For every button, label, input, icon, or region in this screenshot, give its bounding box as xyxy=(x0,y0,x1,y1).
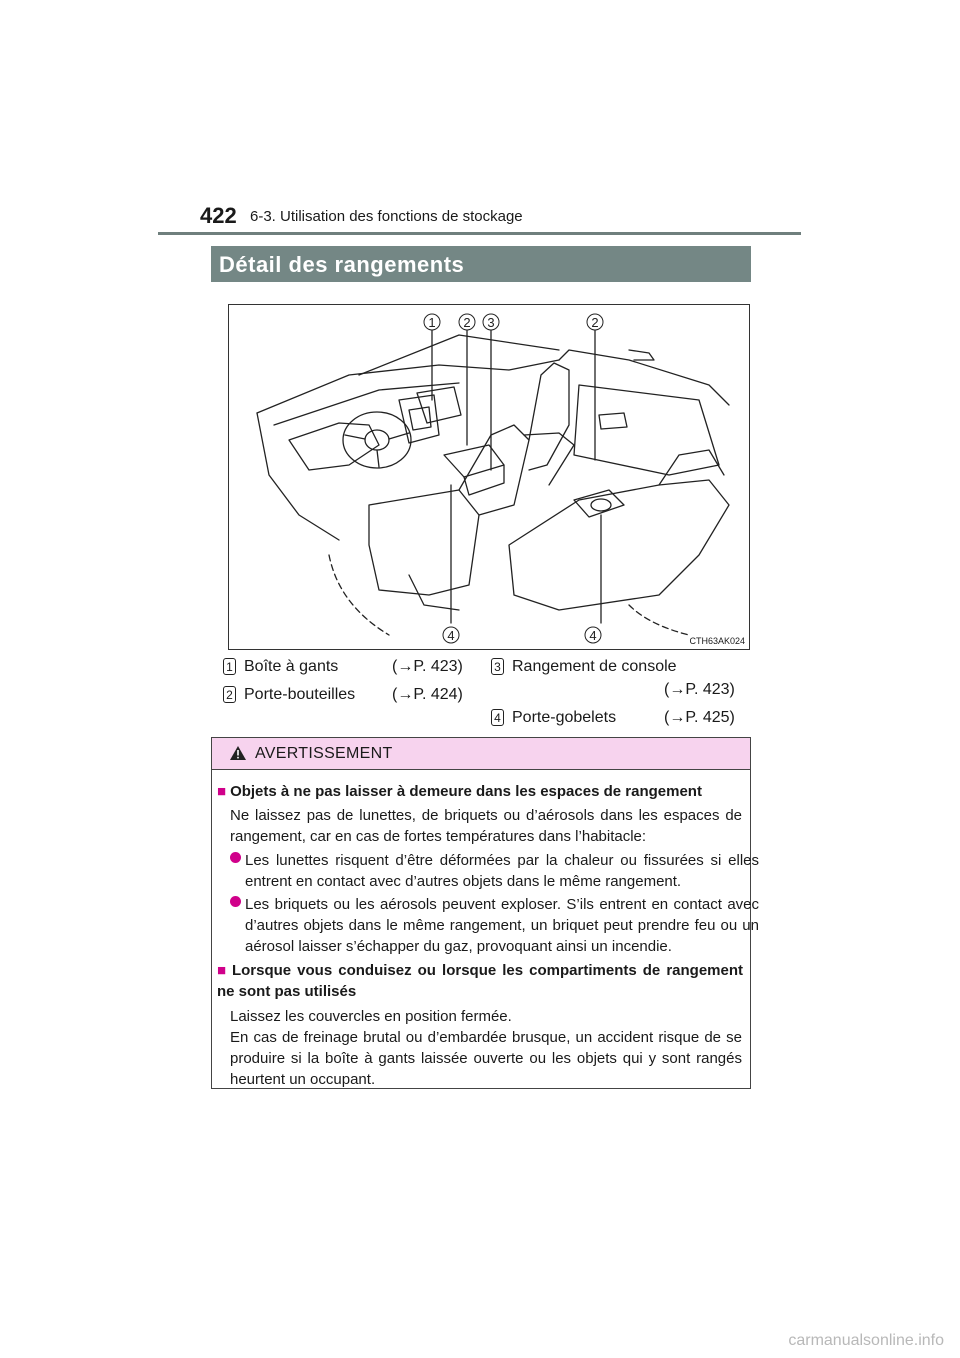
page-title: Détail des rangements xyxy=(219,252,465,277)
warning-heading: AVERTISSEMENT xyxy=(255,745,393,762)
warning-header xyxy=(212,738,750,770)
subheading-text: Lorsque vous conduisez ou lorsque les compartiments de rangement ne sont pas utilisés xyxy=(217,962,744,1000)
square-bullet-icon: ■ xyxy=(217,962,228,979)
header-divider xyxy=(158,232,801,235)
legend-label: Porte-gobelets xyxy=(512,709,617,726)
section-breadcrumb: 6-3. Utilisation des fonctions de stockage xyxy=(250,208,523,225)
callout-3: 3 xyxy=(487,315,495,330)
warning-subheading-1 xyxy=(217,781,702,802)
legend-ref[interactable]: (→P. 425) xyxy=(664,709,735,726)
legend-label: Porte-bouteilles xyxy=(244,686,356,703)
circle-bullet-icon xyxy=(230,852,241,863)
warning-box xyxy=(211,737,759,1089)
callout-4b: 4 xyxy=(589,628,597,643)
legend-number: 1 xyxy=(223,658,236,675)
bullet-text: Les briquets ou les aérosols peuvent exploser. S’ils entrent en contact avec d’autres objets dans le même rangement, un briquet peut prendre feu ou un aérosol laisser s’échapper du gaz, provoquant ainsi un incendie. xyxy=(245,896,759,955)
warning-paragraph: En cas de freinage brutal ou d’embardée brusque, un accident risque de se produire si la boîte à gants laissée ouverte ou les objets qui y sont rangés heurtent un occupant. xyxy=(230,1029,742,1088)
legend-item-glovebox xyxy=(223,658,338,676)
warning-paragraph: Ne laissez pas de lunettes, de briquets ou d’aérosols dans les espaces de rangement, car en cas de fortes températures dans l’habitacle: xyxy=(230,807,742,845)
legend-number: 3 xyxy=(491,658,504,675)
legend-number: 2 xyxy=(223,686,236,703)
legend-number: 4 xyxy=(491,709,504,726)
callout-4: 4 xyxy=(447,628,455,643)
page-number: 422 xyxy=(200,203,237,228)
bullet-text: Les lunettes risquent d’être déformées par la chaleur ou fissurées si elles entrent en contact avec d’autres objets dans le même rangement. xyxy=(245,852,759,890)
legend-label: Rangement de console xyxy=(512,658,677,675)
legend-ref[interactable]: (→P. 424) xyxy=(392,686,463,703)
watermark: carmanualsonline.info xyxy=(788,1332,944,1349)
callout-2b: 2 xyxy=(591,315,599,330)
legend-label: Boîte à gants xyxy=(244,658,339,675)
interior-illustration xyxy=(228,304,750,650)
legend-item-cup-holder xyxy=(491,709,616,727)
callout-2: 2 xyxy=(463,315,471,330)
callout-1: 1 xyxy=(428,315,436,330)
warning-subheading-2 xyxy=(217,960,743,1002)
warning-paragraph: Laissez les couvercles en position fermée. xyxy=(230,1008,512,1025)
section-title-bar xyxy=(211,246,751,282)
figure-code: CTH63AK024 xyxy=(689,636,745,646)
subheading-text: Objets à ne pas laisser à demeure dans les espaces de rangement xyxy=(230,783,702,800)
car-interior-drawing xyxy=(229,305,749,649)
circle-bullet-icon xyxy=(230,896,241,907)
legend-ref[interactable]: (→P. 423) xyxy=(392,658,463,675)
warning-icon xyxy=(229,745,247,761)
legend-ref[interactable]: (→P. 423) xyxy=(664,681,735,698)
square-bullet-icon: ■ xyxy=(217,783,227,800)
legend-item-bottle-holder xyxy=(223,686,355,704)
legend-item-console xyxy=(491,658,677,676)
